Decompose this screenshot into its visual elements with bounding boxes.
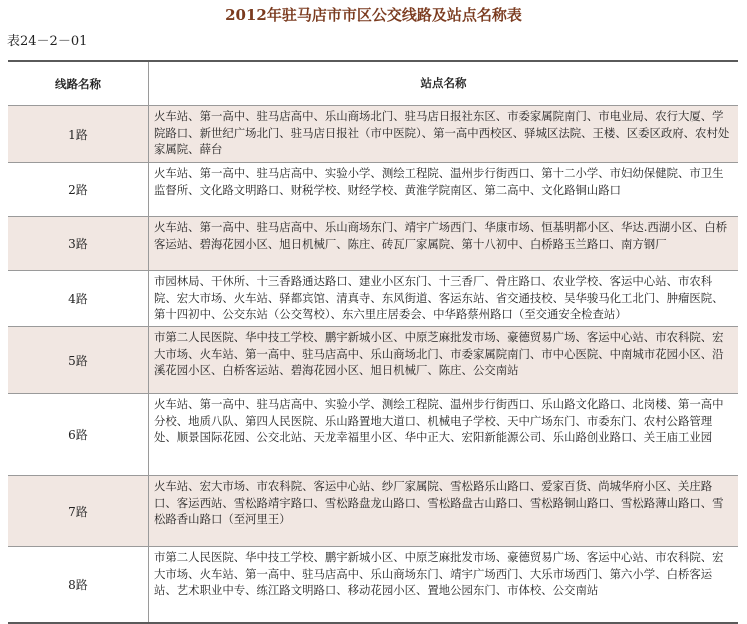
table-row (8, 270, 738, 326)
route-stops: 火车站、第一高中、驻马店高中、乐山商场北门、驻马店日报社东区、市委家属院南门、市电业局、农行大厦、学院路口、新世纪广场北门、驻马店日报社（市中医院）、第一高中西校区、驿城区法院、王楼、区委区政府、农村处家属院、薛台 (154, 109, 730, 156)
route-name: 3路 (8, 217, 149, 270)
route-name: 8路 (8, 547, 149, 622)
route-stops: 市第二人民医院、华中技工学校、鹏宇新城小区、中原芝麻批发市场、豪德贸易广场、客运中心站、市农科院、宏大市场、火车站、第一高中、驻马店高中、乐山商场东门、靖宇广场西门、大乐市场西门、第六小学、白桥客运站、艺术职业中专、练江路文明路口、移动花园小区、置地公园东门、市体校、公交南站 (154, 550, 724, 597)
route-name: 6路 (8, 394, 149, 475)
table-row (8, 216, 738, 270)
table-row (8, 546, 738, 622)
table-row (8, 475, 738, 546)
route-stops: 火车站、宏大市场、市农科院、客运中心站、纱厂家属院、雪松路乐山路口、爱家百货、尚城华府小区、关庄路口、客运西站、雪松路靖宇路口、雪松路盘龙山路口、雪松路盘古山路口、雪松路铜山路口、雪松路薄山路口、雪松路香山路口（至河里王） (154, 479, 724, 526)
table-row (8, 105, 738, 162)
table-row (8, 162, 738, 216)
route-name: 7路 (8, 476, 149, 546)
table-number: 表24－2－01 (7, 34, 88, 49)
route-name: 1路 (8, 106, 149, 162)
route-name: 4路 (8, 271, 149, 326)
route-stops: 火车站、第一高中、驻马店高中、实验小学、测绘工程院、温州步行街西口、第十二小学、市妇幼保健院、市卫生监督所、文化路文明路口、财税学校、财经学校、黄淮学院南区、第二高中、文化路铜山路口 (154, 166, 724, 197)
page-title: 2012年驻马店市市区公交线路及站点名称表 (225, 6, 522, 24)
route-stops: 火车站、第一高中、驻马店高中、实验小学、测绘工程院、温州步行街西口、乐山路文化路口、北岗楼、第一高中分校、地质八队、第四人民医院、乐山路置地大道口、机械电子学校、天中广场东门、市委东门、农村公路管理处、顺景国际花园、公交北站、天龙幸福里小区、华中正大、宏阳新能源公司、乐山路创业路口、关王庙工业园 (154, 397, 724, 444)
route-stops: 市园林局、干休所、十三香路通达路口、建业小区东门、十三香厂、骨庄路口、农业学校、客运中心站、市农科院、宏大市场、火车站、驿都宾馆、清真寺、东风街道、客运东站、省交通技校、吴华骏马化工北门、肿瘤医院、第十四初中、公交东站（公交驾校）、东六里庄居委会、中华路蔡州路口（至交通安全检查站） (154, 274, 724, 321)
table-row (8, 393, 738, 475)
route-name: 5路 (8, 327, 149, 393)
header-stop-names: 站点名称 (420, 76, 467, 91)
route-name: 2路 (8, 163, 149, 216)
bus-route-table (8, 60, 738, 624)
table-header (8, 62, 738, 105)
route-stops: 火车站、第一高中、驻马店高中、乐山商场东门、靖宇广场西门、华康市场、恒基明都小区、华达.西湖小区、白桥客运站、碧海花园小区、旭日机械厂、陈庄、砖瓦厂家属院、第十八初中、白桥路玉兰路口、南方钢厂 (154, 220, 728, 251)
table-row (8, 326, 738, 393)
header-line-name: 线路名称 (8, 62, 149, 105)
route-stops: 市第二人民医院、华中技工学校、鹏宇新城小区、中原芝麻批发市场、豪德贸易广场、客运中心站、市农科院、宏大市场、火车站、第一高中、驻马店高中、乐山商场北门、市委家属院南门、市中心医院、中南城市花园小区、沿溪花园小区、白桥客运站、碧海花园小区、旭日机械厂、陈庄、公交南站 (154, 330, 724, 377)
